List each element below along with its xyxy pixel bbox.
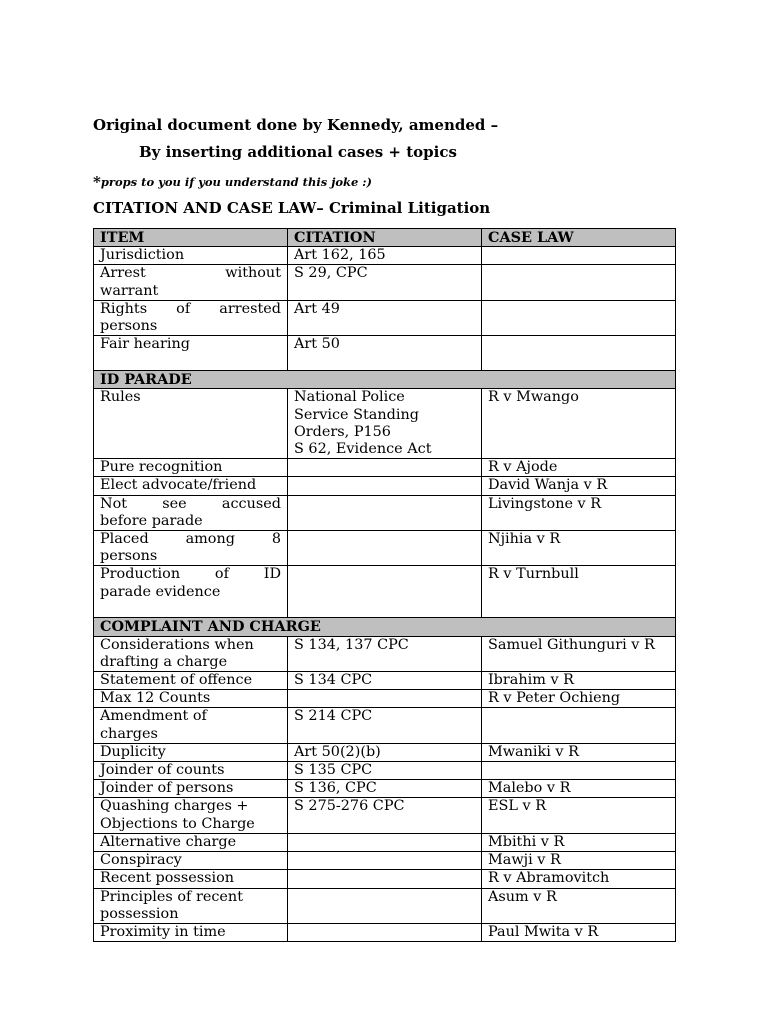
item-cell: Rights of arrested persons <box>94 300 288 335</box>
case-law-cell: Ibrahim v R <box>482 672 676 690</box>
table-row <box>94 247 676 265</box>
table-header-row <box>94 229 676 247</box>
column-header-case-law: CASE LAW <box>482 229 676 247</box>
case-law-cell <box>482 265 676 300</box>
case-law-cell: ESL v R <box>482 798 676 833</box>
item-cell: Jurisdiction <box>94 247 288 265</box>
item-cell: Proximity in time <box>94 923 288 941</box>
table-row <box>94 566 676 618</box>
citation-cell: S 135 CPC <box>288 762 482 780</box>
case-law-cell <box>482 708 676 743</box>
item-cell: Principles of recent possession <box>94 888 288 923</box>
item-cell: Amendment of charges <box>94 708 288 743</box>
citation-cell: Art 49 <box>288 300 482 335</box>
table-row <box>94 531 676 566</box>
case-law-cell: Asum v R <box>482 888 676 923</box>
table-row <box>94 477 676 495</box>
case-law-cell <box>482 762 676 780</box>
table-row <box>94 798 676 833</box>
document-subheading: By inserting additional cases + topics <box>139 143 457 161</box>
asterisk-mark: * <box>93 173 101 191</box>
table-row <box>94 389 676 459</box>
page-title: CITATION AND CASE LAW– Criminal Litigation <box>93 199 491 217</box>
citation-cell: S 214 CPC <box>288 708 482 743</box>
case-law-cell: R v Peter Ochieng <box>482 690 676 708</box>
case-law-cell: David Wanja v R <box>482 477 676 495</box>
document-heading: Original document done by Kennedy, amended – <box>93 116 499 134</box>
case-law-cell: R v Abramovitch <box>482 870 676 888</box>
section-title: ID PARADE <box>94 371 676 389</box>
case-law-cell: Njihia v R <box>482 531 676 566</box>
column-header-citation: CITATION <box>288 229 482 247</box>
case-law-cell: Mwaniki v R <box>482 743 676 761</box>
citation-cell <box>288 852 482 870</box>
table-row <box>94 690 676 708</box>
case-law-cell: Malebo v R <box>482 780 676 798</box>
citation-cell <box>288 870 482 888</box>
item-cell: Pure recognition <box>94 459 288 477</box>
case-law-cell: Mbithi v R <box>482 833 676 851</box>
table-row <box>94 300 676 335</box>
citation-cell <box>288 888 482 923</box>
item-cell: Rules <box>94 389 288 459</box>
case-law-cell: R v Turnbull <box>482 566 676 618</box>
section-title: COMPLAINT AND CHARGE <box>94 618 676 636</box>
item-cell: Arrest without warrant <box>94 265 288 300</box>
citation-cell: National Police Service Standing Orders, P156 S 62, Evidence Act <box>288 389 482 459</box>
table-row <box>94 870 676 888</box>
citation-cell: Art 50 <box>288 336 482 371</box>
case-law-cell: Livingstone v R <box>482 495 676 530</box>
item-cell: Duplicity <box>94 743 288 761</box>
table-row <box>94 459 676 477</box>
item-cell: Fair hearing <box>94 336 288 371</box>
citation-cell: Art 50(2)(b) <box>288 743 482 761</box>
citation-cell: S 29, CPC <box>288 265 482 300</box>
joke-note <box>93 173 372 191</box>
case-law-cell <box>482 247 676 265</box>
citation-cell: S 275-276 CPC <box>288 798 482 833</box>
case-law-cell: Mawji v R <box>482 852 676 870</box>
case-law-cell: R v Mwango <box>482 389 676 459</box>
item-cell: Quashing charges + Objections to Charge <box>94 798 288 833</box>
table-row <box>94 923 676 941</box>
citation-cell <box>288 566 482 618</box>
table-row <box>94 852 676 870</box>
item-cell: Joinder of counts <box>94 762 288 780</box>
table-row <box>94 336 676 371</box>
citation-cell: S 136, CPC <box>288 780 482 798</box>
table-row <box>94 265 676 300</box>
citation-cell <box>288 833 482 851</box>
table-row <box>94 636 676 671</box>
item-cell: Alternative charge <box>94 833 288 851</box>
item-cell: Not see accused before parade <box>94 495 288 530</box>
item-cell: Elect advocate/friend <box>94 477 288 495</box>
citation-cell <box>288 531 482 566</box>
table-row <box>94 743 676 761</box>
table-row <box>94 833 676 851</box>
item-cell: Placed among 8 persons <box>94 531 288 566</box>
case-law-cell: R v Ajode <box>482 459 676 477</box>
column-header-item: ITEM <box>94 229 288 247</box>
table-row <box>94 495 676 530</box>
case-law-cell <box>482 336 676 371</box>
item-cell: Conspiracy <box>94 852 288 870</box>
item-cell: Joinder of persons <box>94 780 288 798</box>
citation-cell: Art 162, 165 <box>288 247 482 265</box>
citation-cell <box>288 459 482 477</box>
table-row <box>94 888 676 923</box>
joke-note-text: props to you if you understand this joke :) <box>100 175 372 189</box>
item-cell: Production of ID parade evidence <box>94 566 288 618</box>
citation-cell <box>288 690 482 708</box>
item-cell: Recent possession <box>94 870 288 888</box>
citation-cell: S 134 CPC <box>288 672 482 690</box>
section-header-row <box>94 371 676 389</box>
citation-cell <box>288 923 482 941</box>
citation-table <box>93 228 676 942</box>
table-row <box>94 780 676 798</box>
citation-cell <box>288 477 482 495</box>
citation-cell: S 134, 137 CPC <box>288 636 482 671</box>
item-cell: Considerations when drafting a charge <box>94 636 288 671</box>
table-row <box>94 762 676 780</box>
table-row <box>94 708 676 743</box>
item-cell: Statement of offence <box>94 672 288 690</box>
citation-cell <box>288 495 482 530</box>
case-law-cell: Samuel Githunguri v R <box>482 636 676 671</box>
case-law-cell: Paul Mwita v R <box>482 923 676 941</box>
table-row <box>94 672 676 690</box>
case-law-cell <box>482 300 676 335</box>
item-cell: Max 12 Counts <box>94 690 288 708</box>
section-header-row <box>94 618 676 636</box>
